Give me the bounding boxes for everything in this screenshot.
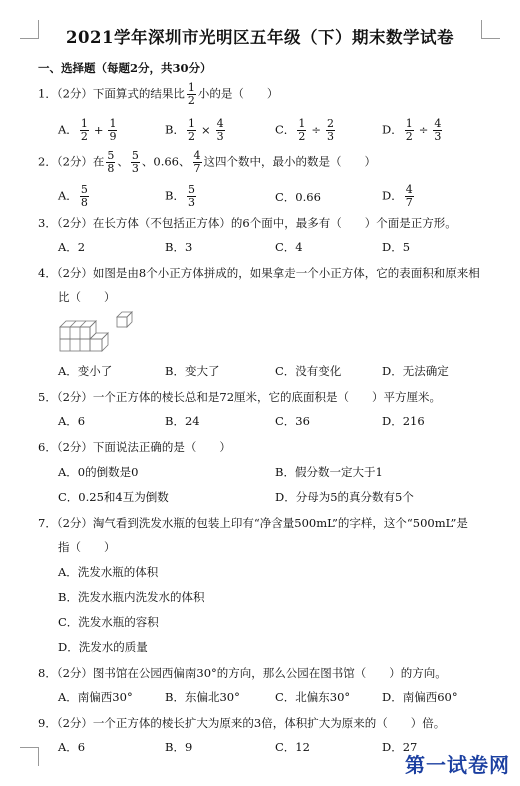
crop-mark-bottom-left [20, 747, 39, 766]
q5-option-c: C．36 [275, 414, 310, 428]
question-7-line-1: 7．（2分）淘气看到洗发水瓶的包装上印有“净含量500mL”的字样，这个“500mL”是 [38, 516, 468, 530]
question-1 [38, 82, 496, 107]
q4-option-c: C．没有变化 [275, 364, 342, 378]
q9-option-a: A．6 [58, 740, 86, 754]
q2-option-d: D． $\frac{4}{7}$ [382, 183, 413, 209]
cube-figure [58, 311, 138, 357]
q3-option-c: C．4 [275, 240, 303, 254]
page-title: 2021学年深圳市光明区五年级（下）期末数学试卷 [66, 28, 454, 47]
question-8: 8．（2分）图书馆在公园西偏南30°的方向，那么公园在图书馆（ ）的方向。 [38, 666, 447, 680]
q2-option-b: B． $\frac{5}{3}$ [165, 183, 195, 209]
q9-option-b: B．9 [165, 740, 193, 754]
question-9: 9．（2分）一个正方体的棱长扩大为原来的3倍，体积扩大为原来的（ ）倍。 [38, 716, 446, 730]
q8-option-c: C．北偏东30° [275, 690, 351, 704]
q3-option-a: A．2 [58, 240, 86, 254]
q1-option-a: A． $\frac{1}{2}$ + $\frac{1}{9}$ [58, 117, 117, 143]
q4-option-b: B．变大了 [165, 364, 220, 378]
question-2: 2．（2分）在 $\frac{5}{8}$ 、 $\frac{5}{3}$ 、0.66、 $\frac{4}{7}$ 这四个数中，最小的数是（ ） [38, 149, 376, 175]
q7-option-b: B．洗发水瓶内洗发水的体积 [58, 590, 205, 604]
q6-option-c: C．0.25和4互为倒数 [58, 490, 169, 504]
q1-option-c: C． $\frac{1}{2}$ ÷ $\frac{2}{3}$ [275, 117, 334, 143]
question-3: 3．（2分）在长方体（不包括正方体）的6个面中，最多有（ ）个面是正方形。 [38, 216, 457, 230]
question-1-text-b: 小的是（ ） [197, 86, 279, 101]
q2-option-a: A． $\frac{5}{8}$ [58, 183, 88, 209]
q5-option-a: A．6 [58, 414, 86, 428]
q8-option-a: A．南偏西30° [58, 690, 133, 704]
question-5: 5．（2分）一个正方体的棱长总和是72厘米，它的底面积是（ ）平方厘米。 [38, 390, 442, 404]
q3-option-b: B．3 [165, 240, 193, 254]
q3-option-d: D．5 [382, 240, 411, 254]
q1-option-d: D． $\frac{1}{2}$ ÷ $\frac{4}{3}$ [382, 117, 442, 143]
q7-option-d: D．洗发水的质量 [58, 640, 148, 654]
q6-option-a: A．0的倒数是0 [58, 465, 139, 479]
q8-option-d: D．南偏西60° [382, 690, 458, 704]
q7-option-a: A．洗发水瓶的体积 [58, 565, 159, 579]
q8-option-b: B．东偏北30° [165, 690, 240, 704]
question-4-line-2: 比（ ） [58, 290, 116, 304]
q9-option-d: D．27 [382, 740, 418, 754]
q7-option-c: C．洗发水瓶的容积 [58, 615, 159, 629]
q1-option-b: B． $\frac{1}{2}$ × $\frac{4}{3}$ [165, 117, 224, 143]
q4-option-d: D．无法确定 [382, 364, 449, 378]
section-heading: 一、选择题（每题2分，共30分） [38, 61, 212, 75]
question-7-line-2: 指（ ） [58, 540, 116, 554]
q4-option-a: A．变小了 [58, 364, 113, 378]
question-6: 6．（2分）下面说法正确的是（ ） [38, 440, 231, 454]
question-1-text-a: 1．（2分）下面算式的结果比 [38, 86, 185, 101]
q6-option-b: B．假分数一定大于1 [275, 465, 383, 479]
q2-option-c: C．0.66 [275, 190, 321, 204]
q5-option-b: B．24 [165, 414, 200, 428]
question-4-line-1: 4．（2分）如图是由8个小正方体拼成的，如果拿走一个小正方体，它的表面积和原来相 [38, 266, 480, 280]
q6-option-d: D．分母为5的真分数有5个 [275, 490, 414, 504]
watermark-logo: 第一试卷网 [405, 753, 510, 777]
q5-option-d: D．216 [382, 414, 425, 428]
fraction: $\frac{1}{2}$ [187, 81, 195, 107]
q9-option-c: C．12 [275, 740, 310, 754]
